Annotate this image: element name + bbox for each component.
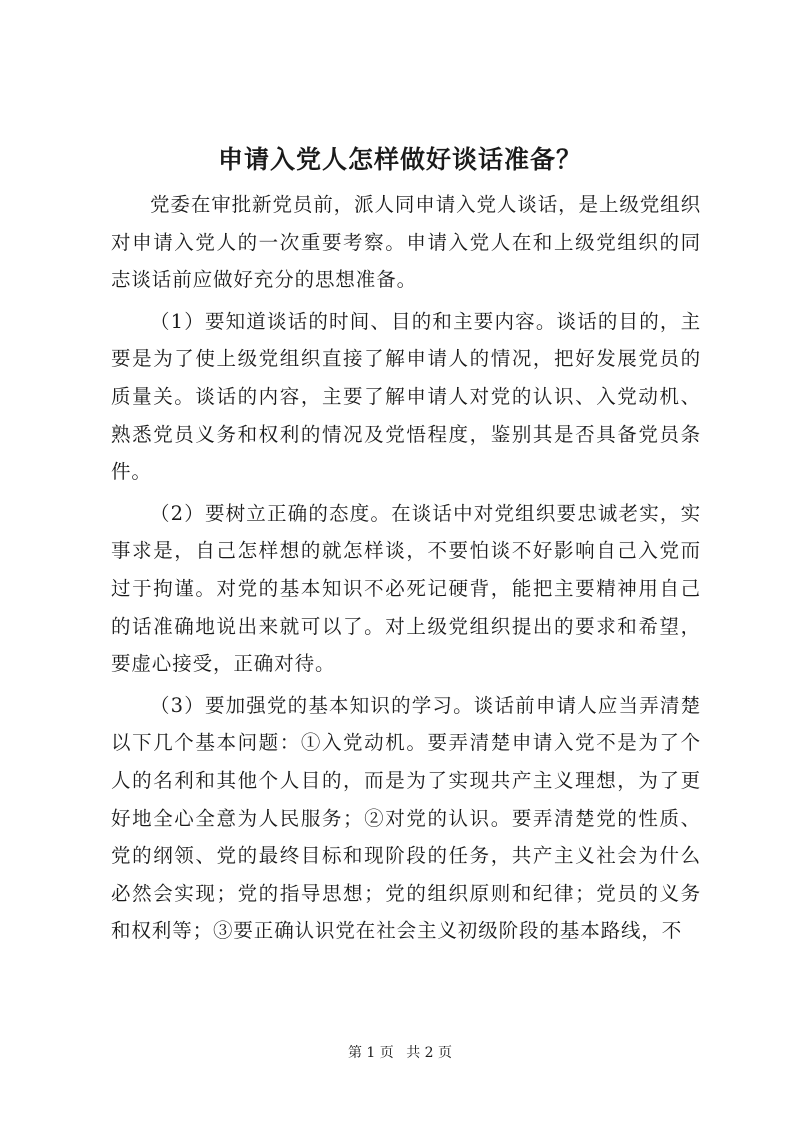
- paragraph-point-1: （1）要知道谈话的时间、目的和主要内容。谈话的目的，主要是为了使上级党组织直接了解申请人的情况，把好发展党员的质量关。谈话的内容，主要了解申请人对党的认识、入党动机、熟悉党员义务和权利的情况及党悟程度，鉴别其是否具备党员条件。: [111, 309, 701, 484]
- page-total: 共 2 页: [406, 1045, 453, 1061]
- paragraph-point-3: （3）要加强党的基本知识的学习。谈话前申请人应当弄清楚以下几个基本问题：①入党动机。要弄清楚申请入党不是为了个人的名利和其他个人目的，而是为了实现共产主义理想，为了更好地全心全意为人民服务；②对党的认识。要弄清楚党的性质、党的纲领、党的最终目标和现阶段的任务，共产主义社会为什么必然会实现；党的指导思想；党的组织原则和纪律；党员的义务和权利等；③要正确认识党在社会主义初级阶段的基本路线，不: [111, 693, 701, 943]
- page-number: 第 1 页: [347, 1045, 394, 1061]
- paragraph-intro: 党委在审批新党员前，派人同申请入党人谈话，是上级党组织对申请入党人的一次重要考察。申请入党人在和上级党组织的同志谈话前应做好充分的思想准备。: [111, 193, 701, 292]
- document-body: [111, 186, 701, 950]
- paragraph-point-2: （2）要树立正确的态度。在谈话中对党组织要忠诚老实，实事求是，自己怎样想的就怎样谈，不要怕谈不好影响自己入党而过于拘谨。对党的基本知识不必死记硬背，能把主要精神用自己的话准确地说出来就可以了。对上级党组织提出的要求和希望，要虚心接受，正确对待。: [111, 501, 701, 676]
- document-title: 申请入党人怎样做好谈话准备？: [217, 145, 582, 174]
- page-footer: [0, 1043, 800, 1063]
